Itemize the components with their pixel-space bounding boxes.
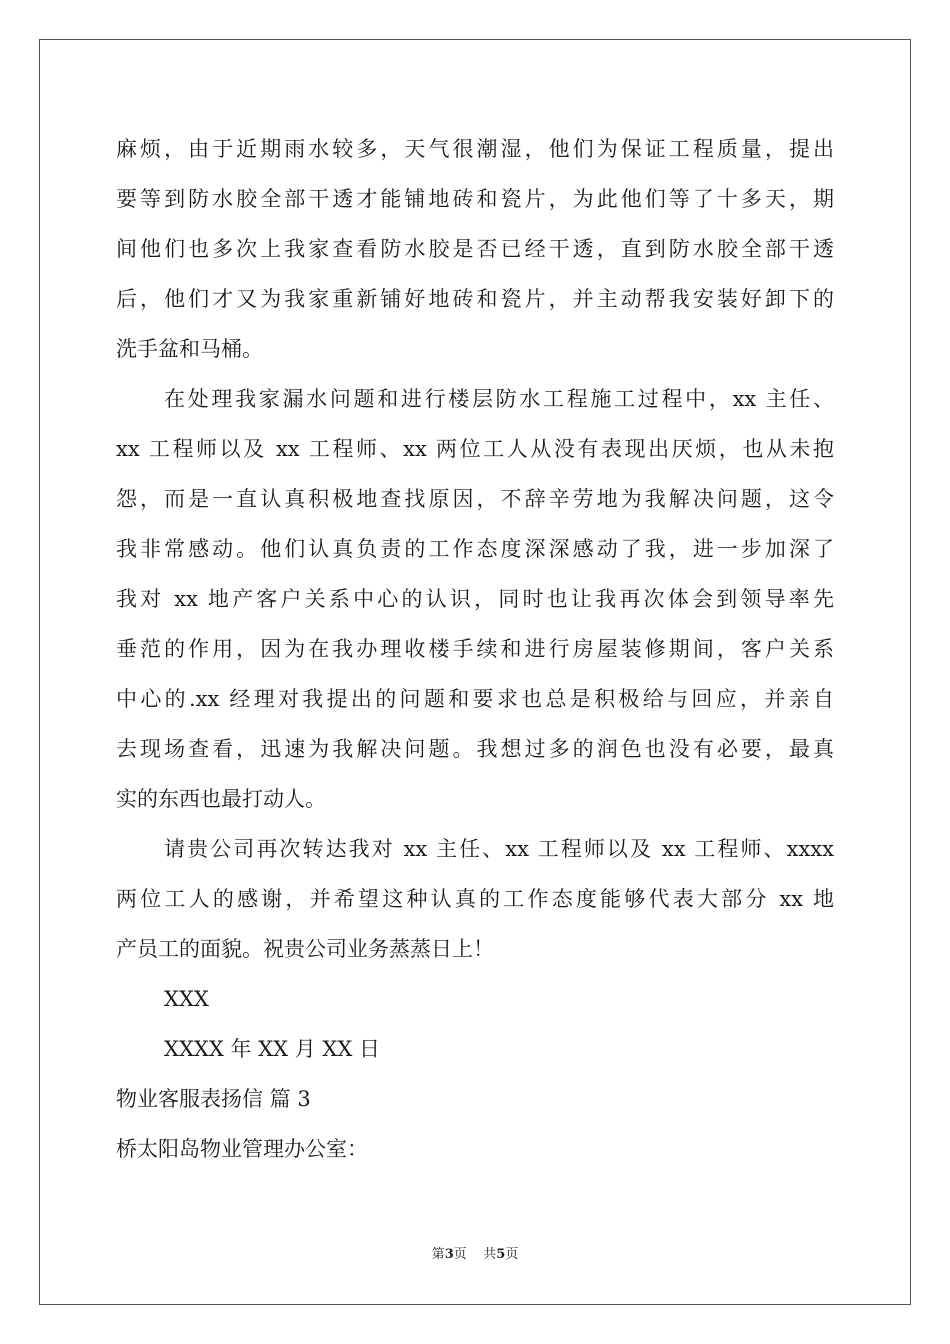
text-line: 怨，而是一直认真积极地查找原因，不辞辛劳地为我解决问题，这令 xyxy=(116,487,834,511)
text-line: 我非常感动。他们认真负责的工作态度深深感动了我，进一步加深了 xyxy=(116,537,834,561)
section-heading: 物业客服表扬信 篇 3 xyxy=(116,1087,311,1111)
text-line: 要等到防水胶全部干透才能铺地砖和瓷片，为此他们等了十多天，期 xyxy=(116,187,834,211)
text-line: 洗手盆和马桶。 xyxy=(116,337,263,361)
current-page-number: 3 xyxy=(444,1247,454,1262)
recipient-line: 桥太阳岛物业管理办公室： xyxy=(116,1137,368,1161)
text-line: 产员工的面貌。祝贵公司业务蒸蒸日上！ xyxy=(116,937,494,961)
text-line: 在处理我家漏水问题和进行楼层防水工程施工过程中，xx 主任、 xyxy=(164,387,834,411)
page-number-footer: 第3页 共5页 xyxy=(431,1247,519,1262)
text-line: 我对 xx 地产客户关系中心的认识，同时也让我再次体会到领导率先 xyxy=(116,587,834,611)
text-line: 后，他们才又为我家重新铺好地砖和瓷片，并主动帮我安装好卸下的 xyxy=(116,287,834,311)
text-line: 两位工人的感谢，并希望这种认真的工作态度能够代表大部分 xx 地 xyxy=(116,887,834,911)
text-line: 实的东西也最打动人。 xyxy=(116,787,326,811)
total-page-number: 5 xyxy=(496,1247,506,1262)
page-frame xyxy=(39,39,911,1305)
text-line: xx 工程师以及 xx 工程师、xx 两位工人从没有表现出厌烦，也从未抱 xyxy=(116,437,834,461)
text-line: 中心的.xx 经理对我提出的问题和要求也总是积极给与回应，并亲自 xyxy=(116,687,834,711)
signature-name: XXX xyxy=(164,987,209,1011)
text-line: 去现场查看，迅速为我解决问题。我想过多的润色也没有必要，最真 xyxy=(116,737,834,761)
text-line: 麻烦，由于近期雨水较多，天气很潮湿，他们为保证工程质量，提出 xyxy=(116,137,834,161)
text-line: 垂范的作用，因为在我办理收楼手续和进行房屋装修期间，客户关系 xyxy=(116,637,834,661)
signature-date: XXXX 年 XX 月 XX 日 xyxy=(164,1037,380,1061)
text-line: 请贵公司再次转达我对 xx 主任、xx 工程师以及 xx 工程师、xxxx xyxy=(164,837,834,861)
text-line: 间他们也多次上我家查看防水胶是否已经干透，直到防水胶全部干透 xyxy=(116,237,834,261)
